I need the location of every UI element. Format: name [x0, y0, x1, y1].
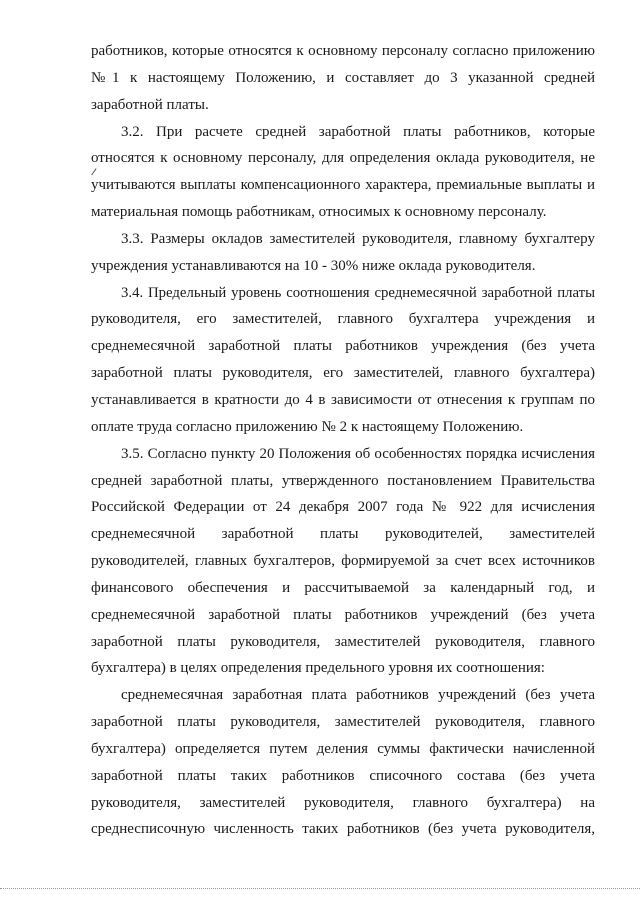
paragraph-intro — [91, 38, 595, 119]
text-line: заработной платы. — [91, 96, 209, 113]
text-line: руководителей, главных бухгалтеров, формируемой за счет всех источников — [91, 553, 595, 570]
text-line: бухгалтера) определяется путем деления суммы фактически начисленной — [91, 740, 595, 757]
text-line: среднемесячной заработной платы работников учреждения (без учета — [91, 338, 595, 355]
text-line: относятся к основному персоналу, для определения оклада руководителя, не — [91, 150, 595, 167]
text-line: 3.5. Согласно пункту 20 Положения об особенностях порядка исчисления — [121, 445, 595, 462]
text-line: заработной платы руководителя, заместителей руководителя, главного — [91, 714, 595, 731]
document-page — [91, 38, 595, 843]
text-line: 3.2. При расчете средней заработной платы работников, которые — [121, 123, 595, 140]
text-line: 3.4. Предельный уровень соотношения среднемесячной заработной платы — [121, 284, 595, 301]
paragraph-3-4 — [91, 280, 595, 441]
text-line: финансового обеспечения и рассчитываемой за календарный год, и — [91, 579, 595, 596]
text-line: заработной платы руководителя, его заместителей, главного бухгалтера) — [91, 365, 595, 382]
text-line: №1 к настоящему Положению, и составляет до 3 указанной средней — [91, 69, 595, 86]
text-line: работников, которые относятся к основному персоналу согласно приложению — [91, 43, 595, 59]
text-line: среднесписочную численность таких работников (без учета руководителя, — [91, 821, 595, 838]
paragraph-3-5 — [91, 441, 595, 683]
text-line: руководителя, заместителей руководителя, главного бухгалтера) на — [91, 794, 595, 811]
text-line: бухгалтера) в целях определения предельного уровня их соотношения: — [91, 660, 545, 677]
paragraph-3-2 — [91, 119, 595, 226]
text-line: среднемесячной заработной платы руководителей, заместителей — [91, 526, 595, 543]
text-line: учитываются выплаты компенсационного характера, премиальные выплаты и — [91, 177, 595, 194]
text-line: Российской Федерации от 24 декабря 2007 года № 922 для исчисления — [91, 499, 595, 516]
text-line: оплате труда согласно приложению № 2 к настоящему Положению. — [91, 418, 524, 435]
paragraph-average-salary — [91, 682, 595, 843]
text-line: устанавливается в кратности до 4 в зависимости от отнесения к группам по — [91, 391, 595, 408]
text-line: учреждения устанавливаются на 10 - 30% ниже оклада руководителя. — [91, 257, 536, 274]
text-line: средней заработной платы, утвержденного постановлением Правительства — [91, 472, 595, 489]
paragraph-3-3 — [91, 226, 595, 280]
text-line: материальная помощь работникам, относимых к основному персоналу. — [91, 204, 547, 221]
text-line: среднемесячной заработной платы работников учреждений (без учета — [91, 606, 595, 623]
page-bottom-rule — [0, 888, 640, 889]
text-line: заработной платы руководителя, заместителей руководителя, главного — [91, 633, 595, 650]
text-line: 3.3. Размеры окладов заместителей руководителя, главному бухгалтеру — [121, 230, 595, 247]
text-line: руководителя, его заместителей, главного бухгалтера учреждения и — [91, 311, 595, 328]
text-line: среднемесячная заработная плата работников учреждений (без учета — [121, 687, 595, 704]
text-line: заработной платы таких работников списочного состава (без учета — [91, 767, 595, 784]
